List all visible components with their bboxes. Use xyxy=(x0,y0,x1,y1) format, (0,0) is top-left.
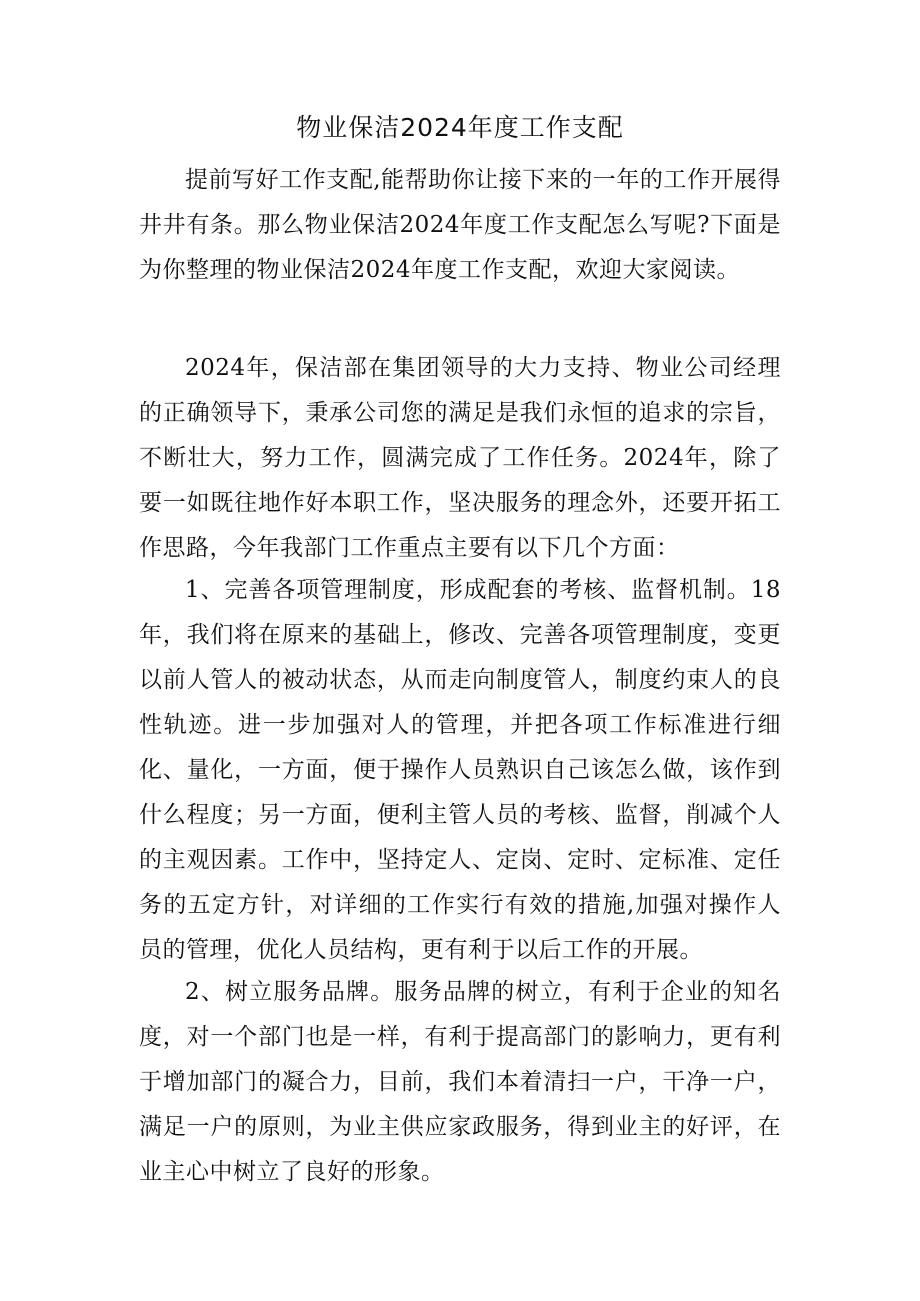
intro-paragraph: 提前写好工作支配,能帮助你让接下来的一年的工作开展得井井有条。那么物业保洁2024年度工作支配怎么写呢?下面是为你整理的物业保洁2024年度工作支配，欢迎大家阅读。 xyxy=(139,167,781,283)
document-title: 物业保洁2024年度工作支配 xyxy=(296,113,624,142)
body-paragraph-overview: 2024年，保洁部在集团领导的大力支持、物业公司经理的正确领导下，秉承公司您的满足是我们永恒的追求的宗旨，不断壮大，努力工作，圆满完成了工作任务。2024年，除了要一如既往地作好本职工作，坚决服务的理念外，还要开拓工作思路，今年我部门工作重点主要有以下几个方面： xyxy=(139,355,781,561)
body-paragraph-service-brand: 2、树立服务品牌。服务品牌的树立，有利于企业的知名度，对一个部门也是一样，有利于提高部门的影响力，更有利于增加部门的凝合力，目前，我们本着清扫一户，干净一户，满足一户的原则，为业主供应家政服务，得到业主的好评，在业主心中树立了良好的形象。 xyxy=(139,979,781,1185)
body-paragraph-management-system: 1、完善各项管理制度，形成配套的考核、监督机制。18年，我们将在原来的基础上，修改、完善各项管理制度，变更以前人管人的被动状态，从而走向制度管人，制度约束人的良性轨迹。进一步加强对人的管理，并把各项工作标准进行细化、量化，一方面，便于操作人员熟识自己该怎么做，该作到什么程度；另一方面，便利主管人员的考核、监督，削减个人的主观因素。工作中，坚持定人、定岗、定时、定标准、定任务的五定方针，对详细的工作实行有效的措施,加强对操作人员的管理，优化人员结构，更有利于以后工作的开展。 xyxy=(139,577,781,963)
